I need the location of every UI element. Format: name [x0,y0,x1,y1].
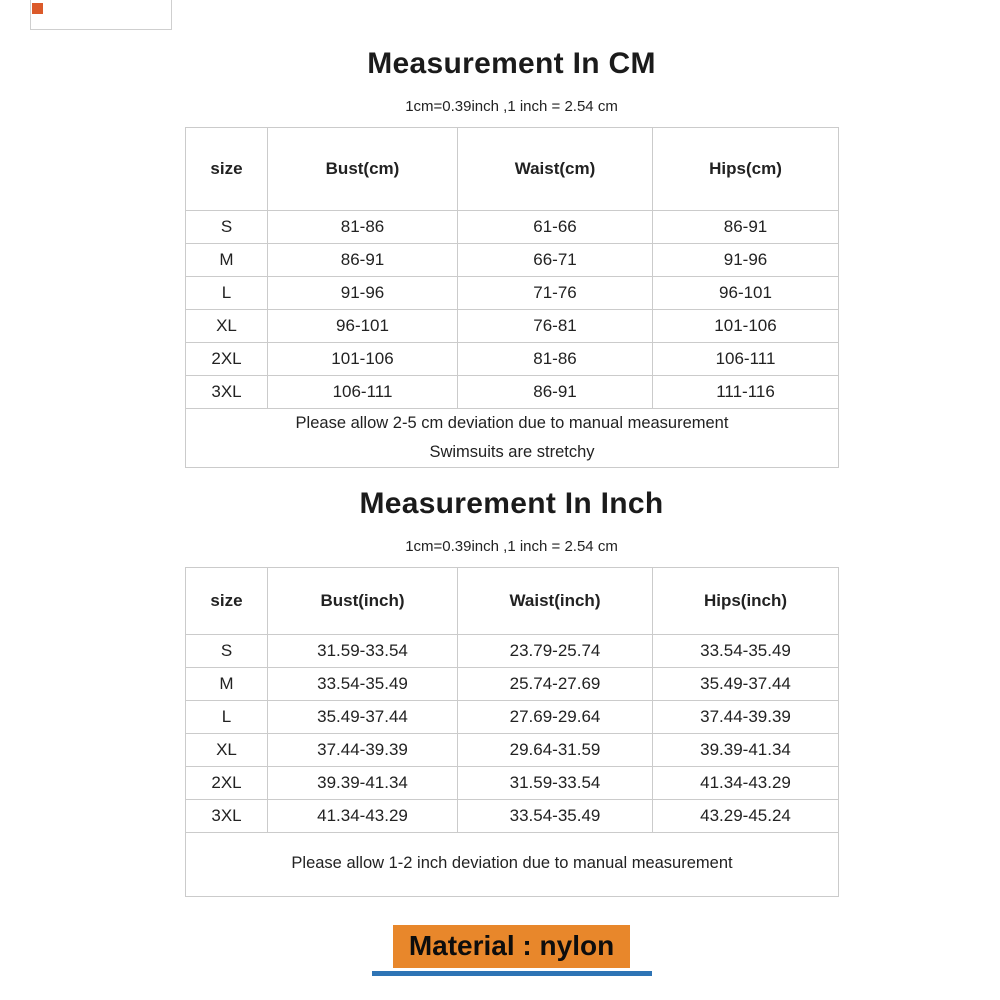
table-cell: L [186,701,268,734]
table-cell: 33.54-35.49 [268,668,458,701]
table-cell: 91-96 [268,277,458,310]
table-cell: 43.29-45.24 [653,800,839,833]
table-cell: 101-106 [268,343,458,376]
content-column [185,0,838,976]
table-cell: 96-101 [268,310,458,343]
table-cell: 76-81 [458,310,653,343]
table-cell: 37.44-39.39 [268,734,458,767]
color-swatch [32,3,43,14]
table-cell: 41.34-43.29 [653,767,839,800]
table-cell: 86-91 [458,376,653,409]
bottom-accent-line [372,971,652,976]
table-cell: 3XL [186,376,268,409]
table-row [186,310,839,343]
table-cell: 27.69-29.64 [458,701,653,734]
table-cell: 66-71 [458,244,653,277]
table-cell: M [186,668,268,701]
table-row [186,343,839,376]
inch-conversion-note: 1cm=0.39inch ,1 inch = 2.54 cm [405,538,618,555]
column-header-bust: Bust(inch) [268,568,458,635]
material-label: Material : nylon [393,925,630,968]
table-cell: 101-106 [653,310,839,343]
table-cell: S [186,211,268,244]
table-cell: 2XL [186,767,268,800]
table-cell: 37.44-39.39 [653,701,839,734]
measurement-note [186,833,839,897]
table-cell: 31.59-33.54 [458,767,653,800]
table-cell: 41.34-43.29 [268,800,458,833]
table-row [186,277,839,310]
table-row [186,701,839,734]
table-cell: 23.79-25.74 [458,635,653,668]
table-cell: 39.39-41.34 [268,767,458,800]
material-row [185,925,838,976]
measurement-note [186,409,839,468]
table-row [186,376,839,409]
table-cell: 2XL [186,343,268,376]
table-cell: 31.59-33.54 [268,635,458,668]
note-line: Swimsuits are stretchy [429,443,595,461]
table-cell: 111-116 [653,376,839,409]
table-cell: 39.39-41.34 [653,734,839,767]
column-header-waist: Waist(cm) [458,128,653,211]
note-line: Please allow 2-5 cm deviation due to manual measurement [295,414,729,432]
column-header-waist: Waist(inch) [458,568,653,635]
table-row [186,211,839,244]
table-row [186,668,839,701]
table-cell: 35.49-37.44 [653,668,839,701]
column-header-bust: Bust(cm) [268,128,458,211]
table-cell: 3XL [186,800,268,833]
note-row [186,833,839,897]
inch-section-title: Measurement In Inch [359,487,664,520]
table-cell: 106-111 [653,343,839,376]
table-row [186,800,839,833]
table-row [186,767,839,800]
table-cell: 86-91 [268,244,458,277]
cm-size-table [185,127,839,468]
column-header-hips: Hips(inch) [653,568,839,635]
table-cell: 33.54-35.49 [653,635,839,668]
table-cell: XL [186,734,268,767]
cropped-table-fragment [30,0,172,30]
table-row [186,734,839,767]
table-cell: XL [186,310,268,343]
inch-size-table [185,567,839,897]
table-cell: 86-91 [653,211,839,244]
table-cell: 91-96 [653,244,839,277]
table-cell: 35.49-37.44 [268,701,458,734]
column-header-hips: Hips(cm) [653,128,839,211]
table-cell: 81-86 [268,211,458,244]
table-cell: 71-76 [458,277,653,310]
column-header-size: size [186,568,268,635]
table-cell: 25.74-27.69 [458,668,653,701]
table-cell: M [186,244,268,277]
cm-section-title: Measurement In CM [367,47,656,80]
table-cell: 96-101 [653,277,839,310]
note-row [186,409,839,468]
column-header-size: size [186,128,268,211]
cm-conversion-note: 1cm=0.39inch ,1 inch = 2.54 cm [405,98,618,115]
table-cell: 81-86 [458,343,653,376]
table-cell: S [186,635,268,668]
table-cell: 29.64-31.59 [458,734,653,767]
header-row [186,128,839,211]
table-cell: 106-111 [268,376,458,409]
table-cell: L [186,277,268,310]
header-row [186,568,839,635]
table-row [186,244,839,277]
table-cell: 61-66 [458,211,653,244]
table-cell: 33.54-35.49 [458,800,653,833]
note-line: Please allow 1-2 inch deviation due to manual measurement [291,854,733,872]
table-row [186,635,839,668]
